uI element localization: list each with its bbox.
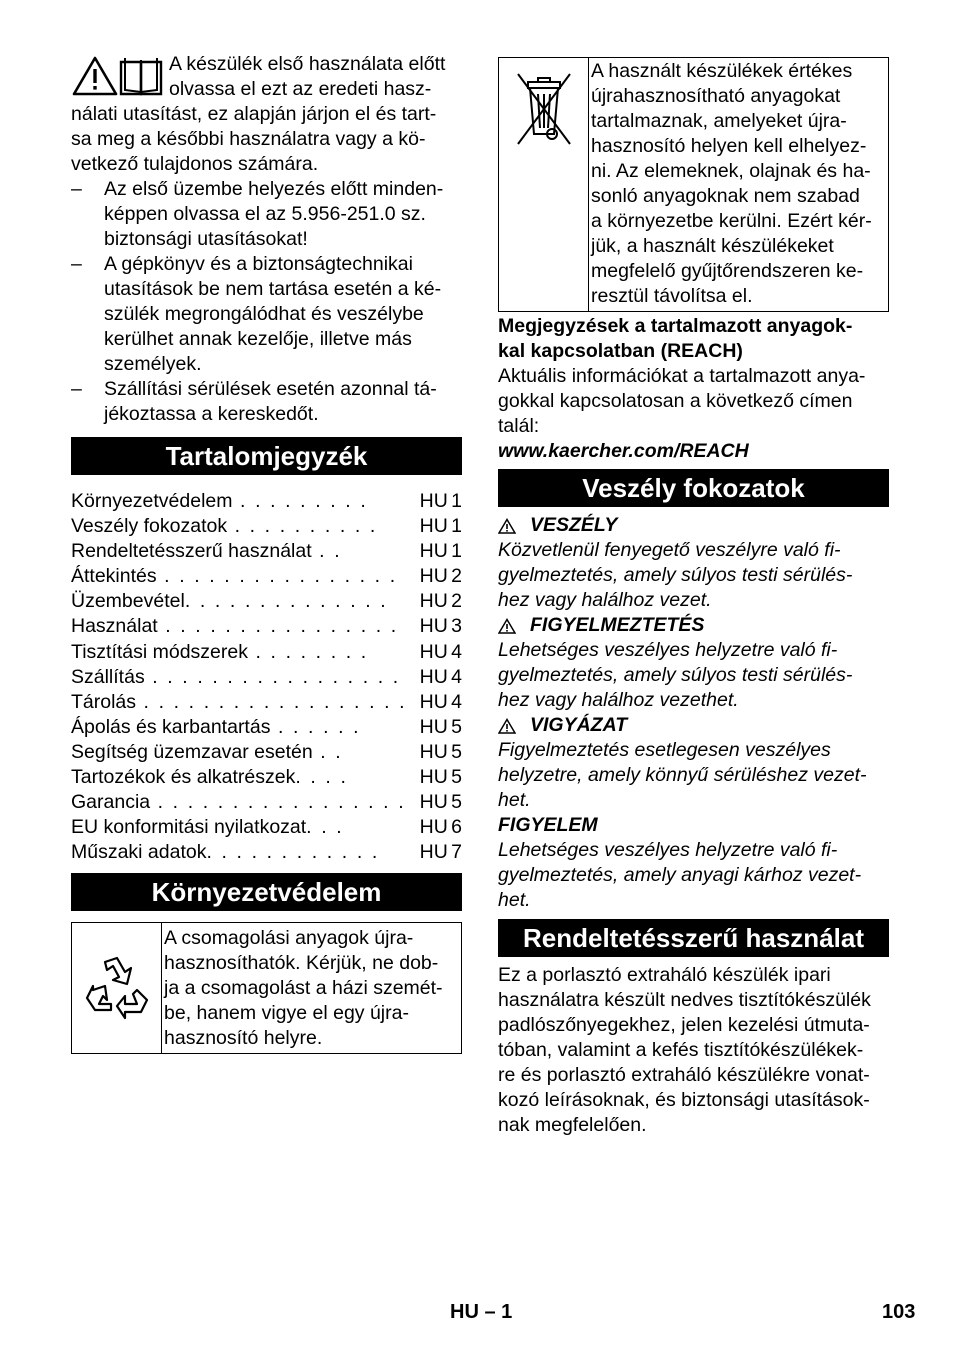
danger-level bbox=[498, 513, 889, 613]
toc-leader-dots: . . . . . . . . . . . . . . . . bbox=[157, 615, 399, 638]
disposal-line: jük, a használt készülékeket bbox=[591, 235, 834, 257]
danger-level-name: FIGYELMEZTETÉS bbox=[530, 614, 705, 636]
disposal-line: a környezetbe kerülni. Ezért kér- bbox=[591, 210, 872, 232]
toc-row[interactable] bbox=[71, 715, 462, 740]
footer-page-number: 103 bbox=[882, 1301, 916, 1323]
reach-section bbox=[498, 314, 889, 464]
toc-language: HU bbox=[419, 740, 448, 763]
env-line: hasznosító helyre. bbox=[164, 1027, 323, 1050]
toc-language: HU bbox=[419, 640, 448, 663]
intro-line: vetkező tulajdonos számára. bbox=[71, 153, 319, 175]
toc-title: Áttekintés bbox=[71, 565, 157, 588]
toc-entry-title bbox=[71, 715, 407, 740]
toc-title: Használat bbox=[71, 615, 158, 638]
warning-icon bbox=[71, 54, 167, 98]
toc-leader-dots: . . . bbox=[306, 816, 344, 839]
danger-level-description-line: het. bbox=[498, 889, 531, 911]
toc-title: Szállítás bbox=[71, 665, 145, 688]
toc-language: HU bbox=[419, 615, 448, 638]
bullet-item bbox=[71, 377, 462, 427]
danger-level-description-line: Közvetlenül fenyegető veszélyre való fi- bbox=[498, 539, 841, 561]
bullet-line: jékoztassa a kereskedőt. bbox=[104, 403, 319, 425]
danger-level-description-line: hez vagy halálhoz vezethet. bbox=[498, 689, 739, 711]
toc-row[interactable] bbox=[71, 690, 462, 715]
reach-text-line: gokkal kapcsolatosan a következő címen bbox=[498, 390, 853, 412]
env-line: be, hanem vigye el egy újra- bbox=[164, 1002, 409, 1025]
environment-box bbox=[71, 922, 462, 1054]
toc-leader-dots: . . . . . . . . . . . . . . . . . bbox=[150, 791, 406, 814]
toc-language: HU bbox=[419, 766, 448, 789]
toc-language: HU bbox=[419, 665, 448, 688]
toc-entry-title bbox=[71, 690, 407, 715]
toc-row[interactable] bbox=[71, 564, 462, 589]
use-line: Ez a porlasztó extraháló készülék ipari bbox=[498, 964, 831, 986]
toc-page-number: 6 bbox=[451, 816, 462, 839]
reach-title-line: kal kapcsolatban (REACH) bbox=[498, 340, 743, 362]
bullet-line: kerülhet annak kezelője, illetve más bbox=[104, 328, 412, 350]
bullet-item bbox=[71, 177, 462, 252]
toc-entry-title bbox=[71, 815, 407, 840]
toc-language: HU bbox=[419, 715, 448, 738]
toc-leader-dots: . . . . . . . . bbox=[248, 640, 369, 663]
toc-title: Üzembevétel bbox=[71, 590, 185, 613]
toc-title: Tárolás bbox=[71, 690, 137, 713]
toc-leader-dots: . . . . . . . . . bbox=[232, 490, 368, 512]
toc-page-number: 2 bbox=[451, 565, 462, 588]
footer-section-label: HU – 1 bbox=[450, 1301, 513, 1323]
toc-language: HU bbox=[419, 841, 448, 864]
toc-row[interactable] bbox=[71, 640, 462, 665]
reach-text-line: talál: bbox=[498, 415, 540, 437]
toc-row[interactable] bbox=[71, 740, 462, 765]
use-line: nak megfelelően. bbox=[498, 1114, 647, 1136]
recycle-icon bbox=[79, 950, 155, 1026]
disposal-line: resztül távolítsa el. bbox=[591, 285, 753, 307]
disposal-line: tartalmaznak, amelyeket újra- bbox=[591, 110, 847, 132]
warning-triangle-icon bbox=[498, 618, 516, 634]
toc-language: HU bbox=[419, 565, 448, 588]
bullet-line: – A gépkönyv és a biztonságtechnikai bbox=[104, 253, 413, 275]
toc-entry-title bbox=[71, 589, 407, 614]
bullet-line: személyek. bbox=[104, 353, 202, 375]
danger-level-description-line: gyelmeztetés, amely anyagi kárhoz vezet- bbox=[498, 864, 862, 886]
toc-entry-title bbox=[71, 564, 407, 589]
toc-language: HU bbox=[419, 791, 448, 814]
intended-use-text bbox=[498, 963, 889, 1138]
toc-leader-dots: . . . . . . . . . . . . . . . . . . bbox=[136, 690, 407, 713]
toc-row[interactable] bbox=[71, 765, 462, 790]
intro-section bbox=[71, 52, 462, 177]
toc-title: Tartozékok és alkatrészek bbox=[71, 766, 296, 789]
toc-title: Ápolás és karbantartás bbox=[71, 715, 271, 738]
toc-page-number: 4 bbox=[451, 640, 462, 663]
reach-text-line: Aktuális információkat a tartalmazott anya- bbox=[498, 365, 866, 387]
reach-title-line: Megjegyzések a tartalmazott anyagok- bbox=[498, 315, 853, 337]
toc-heading: Tartalomjegyzék bbox=[71, 437, 462, 475]
reach-url-link[interactable]: www.kaercher.com/REACH bbox=[498, 440, 749, 462]
toc-language: HU bbox=[419, 515, 448, 538]
toc-entry-title bbox=[71, 614, 407, 639]
bullet-line: – Az első üzembe helyezés előtt minden- bbox=[104, 178, 444, 200]
toc-title: Tisztítási módszerek bbox=[71, 640, 248, 663]
use-line: tóban, valamint a kefés tisztítókészülékek- bbox=[498, 1039, 864, 1061]
toc-leader-dots: . . . . . . . . . . bbox=[227, 515, 378, 538]
toc-row[interactable] bbox=[71, 815, 462, 840]
bullet-item bbox=[71, 252, 462, 377]
toc-row[interactable] bbox=[71, 790, 462, 815]
toc-page-number: 1 bbox=[451, 515, 462, 538]
toc-language: HU bbox=[419, 690, 448, 713]
toc-entry-title bbox=[71, 539, 407, 564]
warning-triangle-icon bbox=[498, 518, 516, 534]
toc-title: Műszaki adatok bbox=[71, 841, 207, 864]
toc-language: HU bbox=[419, 816, 448, 839]
toc-page-number: 1 bbox=[451, 540, 462, 563]
right-column bbox=[498, 57, 889, 1138]
toc-leader-dots: . . . . bbox=[295, 766, 348, 789]
safety-bullets bbox=[71, 177, 462, 427]
env-line: hasznosíthatók. Kérjük, ne dob- bbox=[164, 952, 439, 975]
danger-level-description-line: gyelmeztetés, amely súlyos testi sérülés- bbox=[498, 564, 853, 586]
toc-page-number: 1 bbox=[451, 490, 462, 512]
use-line: padlószőnyegekhez, jelen kezelési útmuta- bbox=[498, 1014, 870, 1036]
bullet-line: – Szállítási sérülések esetén azonnal tá- bbox=[104, 378, 437, 400]
disposal-line: ni. Az elemeknek, olajnak és ha- bbox=[591, 160, 871, 182]
warning-manual-icons bbox=[71, 54, 167, 98]
disposal-line: újrahasznosítható anyagokat bbox=[591, 85, 841, 107]
toc-title: EU konformitási nyilatkozat bbox=[71, 816, 307, 839]
disposal-line: sonló anyagoknak nem szabad bbox=[591, 185, 860, 207]
toc-entry-title bbox=[71, 514, 407, 539]
danger-level bbox=[498, 713, 889, 813]
toc-row[interactable] bbox=[71, 539, 462, 564]
warning-triangle-icon bbox=[498, 718, 516, 734]
toc-page-number: 7 bbox=[451, 841, 462, 864]
toc-row[interactable] bbox=[71, 614, 462, 639]
use-line: használatra készült nedves tisztítókészülék bbox=[498, 989, 871, 1011]
toc-page-number: 5 bbox=[451, 715, 462, 738]
bullet-line: képpen olvassa el az 5.956-251.0 sz. bbox=[104, 203, 426, 225]
crossed-bin-icon bbox=[514, 68, 574, 148]
toc-page-number: 4 bbox=[451, 690, 462, 713]
toc-title: Segítség üzemzavar esetén bbox=[71, 740, 313, 763]
toc-entry-title bbox=[71, 740, 407, 765]
toc-leader-dots: . . . . . . . . . . . . . . bbox=[184, 590, 388, 613]
toc-entry-title bbox=[71, 790, 407, 815]
toc-page-number: 5 bbox=[451, 740, 462, 763]
toc-language: HU bbox=[419, 590, 448, 613]
disposal-line: hasznosító helyen kell elhelyez- bbox=[591, 135, 867, 157]
toc-entry-title bbox=[71, 665, 407, 690]
toc-page-number: 5 bbox=[451, 791, 462, 814]
danger-level-name: FIGYELEM bbox=[498, 814, 598, 836]
toc-language: HU bbox=[419, 540, 448, 563]
intended-use-heading: Rendeltetésszerű használat bbox=[498, 919, 889, 957]
toc-leader-dots: . . . . . . bbox=[270, 715, 361, 738]
intro-line: A készülék első használata előtt bbox=[169, 53, 446, 75]
danger-level-description-line: Lehetséges veszélyes helyzetre való fi- bbox=[498, 639, 838, 661]
disposal-text bbox=[589, 58, 874, 311]
left-column bbox=[71, 52, 462, 1054]
toc-row[interactable] bbox=[71, 589, 462, 614]
danger-levels bbox=[498, 513, 889, 913]
danger-level-description-line: gyelmeztetés, amely súlyos testi sérülés- bbox=[498, 664, 853, 686]
danger-level-label bbox=[498, 813, 889, 838]
bullet-line: szülék megrongálódhat és veszélybe bbox=[104, 303, 424, 325]
use-line: kozó leírásoknak, és biztonsági utasítások- bbox=[498, 1089, 870, 1111]
intro-line: olvassa el ezt az eredeti hasz- bbox=[169, 78, 432, 100]
toc-leader-dots: . . . . . . . . . . . . . . . . . bbox=[144, 665, 401, 688]
toc-language: HU bbox=[419, 490, 448, 512]
danger-level-label bbox=[498, 713, 889, 738]
env-line: A csomagolási anyagok újra- bbox=[164, 927, 414, 950]
danger-level-label bbox=[498, 513, 889, 538]
environment-text bbox=[162, 923, 445, 1053]
toc-page-number: 4 bbox=[451, 665, 462, 688]
toc-page-number: 5 bbox=[451, 766, 462, 789]
danger-level-description-line: Lehetséges veszélyes helyzetre való fi- bbox=[498, 839, 838, 861]
toc-entry-title bbox=[71, 489, 407, 514]
toc-entry-title bbox=[71, 765, 407, 790]
danger-level-description-line: Figyelmeztetés esetlegesen veszélyes bbox=[498, 739, 831, 761]
toc-row[interactable] bbox=[71, 840, 462, 865]
manual-book-icon bbox=[121, 58, 161, 94]
toc-leader-dots: . . bbox=[311, 540, 342, 563]
toc-leader-dots: . . . . . . . . . . . . bbox=[206, 841, 380, 864]
danger-level-description-line: helyzetre, amely könnyű sérüléshez vezet- bbox=[498, 764, 867, 786]
danger-level-name: VIGYÁZAT bbox=[530, 714, 628, 736]
toc-leader-dots: . . bbox=[312, 740, 343, 763]
bin-icon-cell bbox=[499, 58, 589, 311]
danger-level bbox=[498, 813, 889, 913]
danger-level-description-line: het. bbox=[498, 789, 531, 811]
toc-entry-title bbox=[71, 840, 407, 865]
toc-title: Veszély fokozatok bbox=[71, 515, 228, 538]
bullet-line: biztonsági utasításokat! bbox=[104, 228, 308, 250]
env-line: ja a csomagolást a házi szemét- bbox=[164, 977, 443, 1000]
danger-level bbox=[498, 613, 889, 713]
toc-page-number: 2 bbox=[451, 590, 462, 613]
toc-title: Rendeltetésszerű használat bbox=[71, 540, 312, 563]
toc-page-number: 3 bbox=[451, 615, 462, 638]
intro-line: sa meg a későbbi használatra vagy a kö- bbox=[71, 128, 426, 150]
recycle-icon-cell bbox=[72, 923, 162, 1053]
disposal-line: megfelelő gyűjtőrendszeren ke- bbox=[591, 260, 864, 282]
use-line: re és porlasztó extraháló készülékre vonat- bbox=[498, 1064, 870, 1086]
danger-level-label bbox=[498, 613, 889, 638]
environment-heading: Környezetvédelem bbox=[71, 873, 462, 911]
toc-entry-title bbox=[71, 640, 407, 665]
toc-leader-dots: . . . . . . . . . . . . . . . . bbox=[156, 565, 398, 588]
toc-row[interactable] bbox=[71, 489, 462, 514]
danger-levels-heading: Veszély fokozatok bbox=[498, 469, 889, 507]
danger-level-name: VESZÉLY bbox=[530, 514, 618, 536]
bullet-line: utasítások be nem tartása esetén a ké- bbox=[104, 278, 442, 300]
toc-title: Környezetvédelem bbox=[71, 490, 233, 512]
disposal-line: A használt készülékek értékes bbox=[591, 60, 853, 82]
danger-level-description-line: hez vagy halálhoz vezet. bbox=[498, 589, 712, 611]
toc-title: Garancia bbox=[71, 791, 151, 814]
disposal-box bbox=[498, 57, 889, 312]
intro-line: nálati utasítást, ez alapján járjon el és tart- bbox=[71, 103, 437, 125]
toc-row[interactable] bbox=[71, 665, 462, 690]
table-of-contents bbox=[71, 489, 462, 865]
toc-row[interactable] bbox=[71, 514, 462, 539]
